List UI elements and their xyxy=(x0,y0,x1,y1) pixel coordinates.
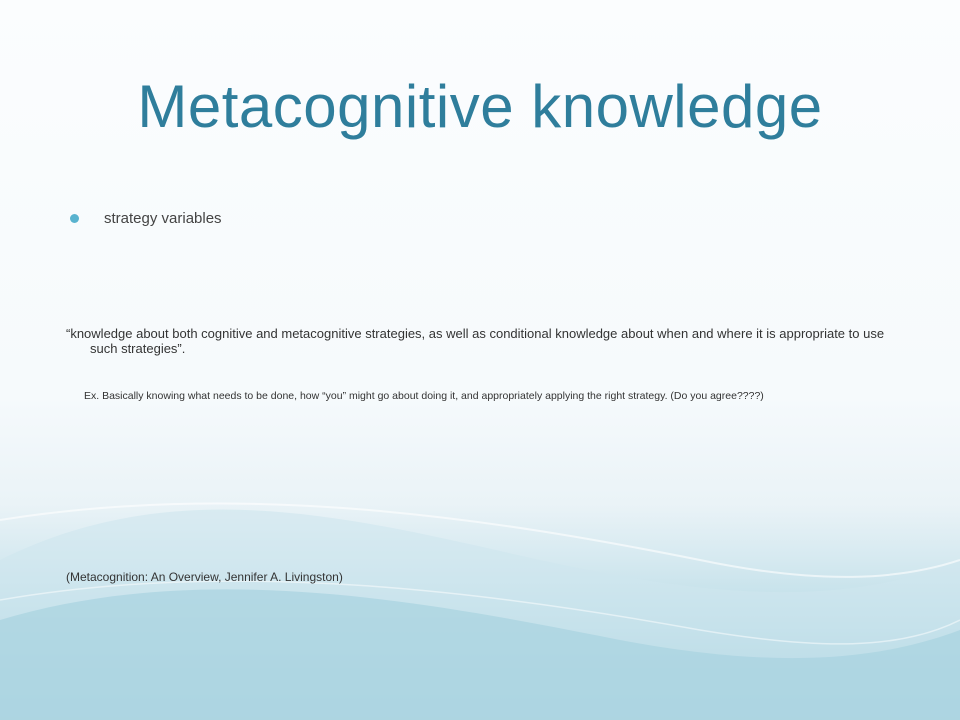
bullet-item xyxy=(70,210,222,227)
bullet-icon xyxy=(70,214,79,223)
bullet-text: strategy variables xyxy=(104,210,222,227)
citation: (Metacognition: An Overview, Jennifer A. Livingston) xyxy=(66,570,343,584)
example-text: Ex. Basically knowing what needs to be done, how “you” might go about doing it, and appropriately applying the right strategy. (Do you agree????) xyxy=(84,390,764,402)
slide-title: Metacognitive knowledge xyxy=(137,73,823,140)
definition-quote: “knowledge about both cognitive and metacognitive strategies, as well as conditional knowledge about when and where it is appropriate to use such strategies”. xyxy=(66,326,885,356)
